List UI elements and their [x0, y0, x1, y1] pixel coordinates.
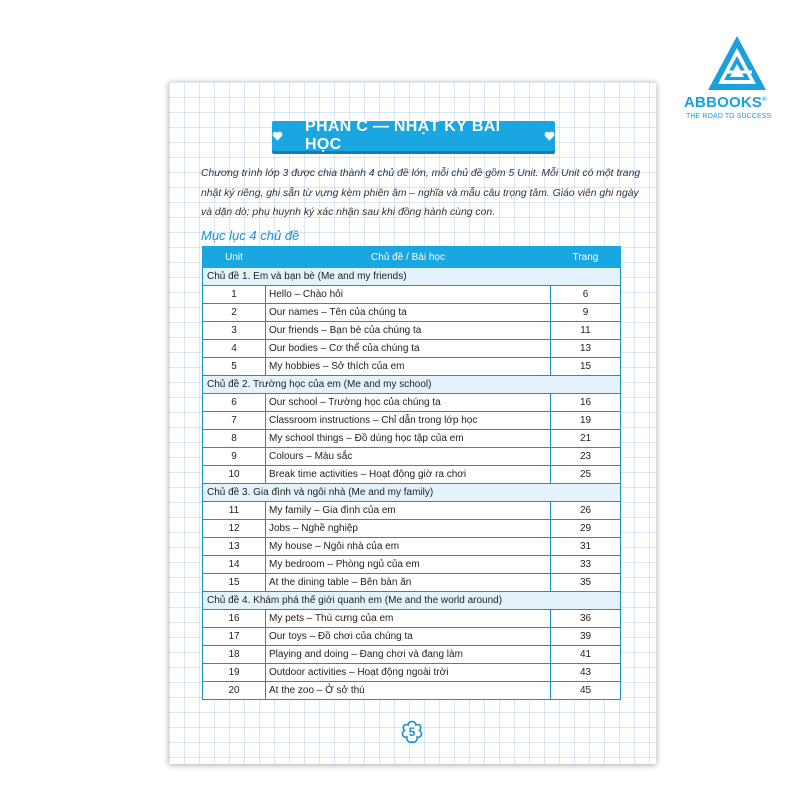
toc-table	[202, 246, 621, 700]
unit-cell: 3	[203, 322, 266, 340]
lesson-cell: My family – Gia đình của em	[266, 502, 551, 520]
lesson-cell: My hobbies – Sở thích của em	[266, 358, 551, 376]
table-row	[203, 340, 621, 358]
table-row	[203, 574, 621, 592]
table-row	[203, 502, 621, 520]
lesson-cell: Our friends – Bạn bè của chúng ta	[266, 322, 551, 340]
lesson-cell: Our names – Tên của chúng ta	[266, 304, 551, 322]
section-banner	[272, 118, 555, 153]
table-row	[203, 430, 621, 448]
lesson-cell: Colours – Màu sắc	[266, 448, 551, 466]
table-header-row	[203, 247, 621, 268]
page-cell: 29	[551, 520, 621, 538]
table-row	[203, 556, 621, 574]
lesson-cell: At the dining table – Bên bàn ăn	[266, 574, 551, 592]
table-row	[203, 610, 621, 628]
unit-cell: 19	[203, 664, 266, 682]
lesson-cell: Break time activities – Hoạt động giờ ra chơi	[266, 466, 551, 484]
table-row	[203, 520, 621, 538]
lesson-cell: Outdoor activities – Hoạt động ngoài trời	[266, 664, 551, 682]
heart-icon	[272, 130, 283, 142]
lesson-cell: My house – Ngôi nhà của em	[266, 538, 551, 556]
brand-name: ABBOOKS®	[684, 94, 767, 111]
page-cell: 35	[551, 574, 621, 592]
unit-cell: 2	[203, 304, 266, 322]
page-cell: 31	[551, 538, 621, 556]
unit-cell: 10	[203, 466, 266, 484]
page-cell: 15	[551, 358, 621, 376]
unit-cell: 11	[203, 502, 266, 520]
unit-cell: 16	[203, 610, 266, 628]
unit-cell: 7	[203, 412, 266, 430]
topic-label: Chủ đề 4. Khám phá thế giới quanh em (Me and the world around)	[203, 592, 621, 610]
header-unit: Unit	[203, 247, 266, 268]
page-cell: 23	[551, 448, 621, 466]
unit-cell: 8	[203, 430, 266, 448]
topic-row	[203, 484, 621, 502]
lesson-cell: At the zoo – Ở sở thú	[266, 682, 551, 700]
page-cell: 11	[551, 322, 621, 340]
page-cell: 33	[551, 556, 621, 574]
lesson-cell: Playing and doing – Đang chơi và đang làm	[266, 646, 551, 664]
page-cell: 39	[551, 628, 621, 646]
topic-row	[203, 592, 621, 610]
lesson-cell: Hello – Chào hỏi	[266, 286, 551, 304]
table-row	[203, 322, 621, 340]
section-title: PHẦN C — NHẬT KÝ BÀI HỌC	[305, 118, 501, 153]
lesson-cell: Our toys – Đồ chơi của chúng ta	[266, 628, 551, 646]
table-row	[203, 628, 621, 646]
lesson-cell: Classroom instructions – Chỉ dẫn trong lớp học	[266, 412, 551, 430]
table-row	[203, 286, 621, 304]
lesson-cell: Our school – Trường học của chúng ta	[266, 394, 551, 412]
page-cell: 45	[551, 682, 621, 700]
publisher-logo	[684, 34, 790, 124]
topic-label: Chủ đề 1. Em và bạn bè (Me and my friends)	[203, 268, 621, 286]
lesson-cell: My bedroom – Phòng ngủ của em	[266, 556, 551, 574]
page-cell: 16	[551, 394, 621, 412]
header-lesson: Chủ đề / Bài học	[266, 247, 551, 268]
unit-cell: 14	[203, 556, 266, 574]
triangle-logo-icon	[706, 34, 768, 92]
table-row	[203, 304, 621, 322]
page-cell: 41	[551, 646, 621, 664]
page-number: 5	[408, 725, 416, 739]
page-cell: 36	[551, 610, 621, 628]
table-row	[203, 466, 621, 484]
page-cell: 9	[551, 304, 621, 322]
page-cell: 26	[551, 502, 621, 520]
lesson-cell: Our bodies – Cơ thể của chúng ta	[266, 340, 551, 358]
unit-cell: 1	[203, 286, 266, 304]
book-page	[169, 82, 656, 764]
page-number-badge	[399, 719, 425, 745]
page-cell: 25	[551, 466, 621, 484]
unit-cell: 12	[203, 520, 266, 538]
unit-cell: 4	[203, 340, 266, 358]
table-row	[203, 646, 621, 664]
table-row	[203, 394, 621, 412]
unit-cell: 18	[203, 646, 266, 664]
table-row	[203, 358, 621, 376]
toc-title: Mục lục 4 chủ đề	[201, 228, 300, 243]
page-cell: 13	[551, 340, 621, 358]
topic-label: Chủ đề 3. Gia đình và ngôi nhà (Me and my family)	[203, 484, 621, 502]
header-page: Trang	[551, 247, 621, 268]
table-row	[203, 538, 621, 556]
unit-cell: 15	[203, 574, 266, 592]
table-row	[203, 412, 621, 430]
intro-paragraph: Chương trình lớp 3 được chia thành 4 chủ đề lớn, mỗi chủ đề gồm 5 Unit. Mỗi Unit có một trang nhật ký riêng, ghi sẵn từ vựng kèm phiên âm – nghĩa và mẫu câu trọng tâm. Giáo viên ghi ngày và dặn dò; phụ huynh ký xác nhận sau khi đồng hành cùng con.	[201, 168, 641, 218]
unit-cell: 20	[203, 682, 266, 700]
lesson-cell: My school things – Đồ dùng học tập của em	[266, 430, 551, 448]
table-row	[203, 448, 621, 466]
page-cell: 6	[551, 286, 621, 304]
table-row	[203, 682, 621, 700]
unit-cell: 17	[203, 628, 266, 646]
unit-cell: 5	[203, 358, 266, 376]
unit-cell: 6	[203, 394, 266, 412]
topic-label: Chủ đề 2. Trường học của em (Me and my school)	[203, 376, 621, 394]
table-row	[203, 664, 621, 682]
page-cell: 19	[551, 412, 621, 430]
heart-icon	[544, 130, 555, 142]
topic-row	[203, 268, 621, 286]
brand-tagline: THE ROAD TO SUCCESS	[686, 113, 772, 120]
unit-cell: 9	[203, 448, 266, 466]
page-cell: 21	[551, 430, 621, 448]
unit-cell: 13	[203, 538, 266, 556]
lesson-cell: My pets – Thú cưng của em	[266, 610, 551, 628]
page-cell: 43	[551, 664, 621, 682]
lesson-cell: Jobs – Nghề nghiệp	[266, 520, 551, 538]
topic-row	[203, 376, 621, 394]
